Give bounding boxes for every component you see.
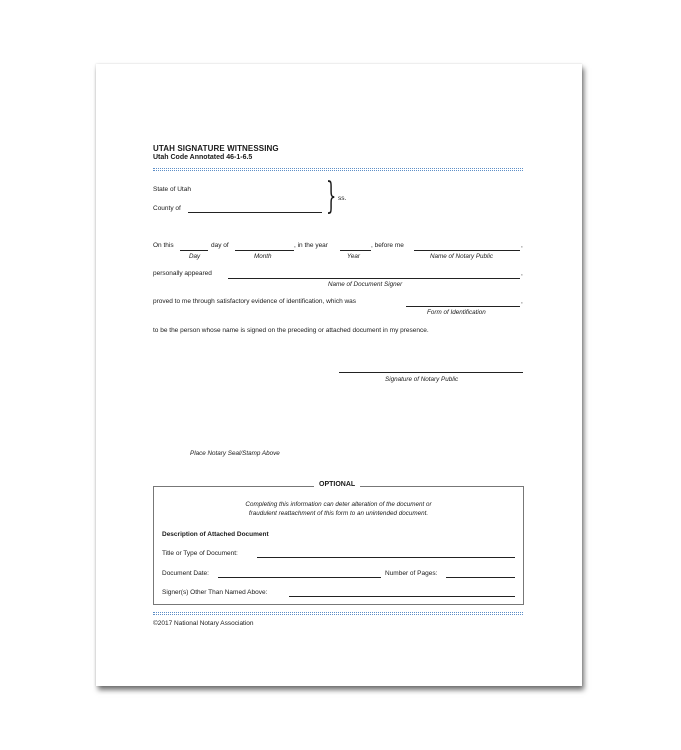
signature-line[interactable] xyxy=(339,372,523,373)
month-line[interactable] xyxy=(235,250,294,251)
form-code: Utah Code Annotated 46-1-6.5 xyxy=(153,154,253,161)
description-heading: Description of Attached Document xyxy=(162,531,269,538)
optional-note-2: fraudulent reattachment of this form to an unintended document. xyxy=(248,510,429,517)
form-id-line[interactable] xyxy=(406,306,520,307)
signer-caption: Name of Document Signer xyxy=(328,281,403,288)
document-page xyxy=(96,64,582,686)
num-pages-line[interactable] xyxy=(446,577,515,578)
day-of-label: day of xyxy=(211,242,229,249)
year-line[interactable] xyxy=(340,250,371,251)
top-divider xyxy=(153,168,523,171)
to-be-statement: to be the person whose name is signed on the preceding or attached document in my presence. xyxy=(153,327,429,334)
doc-date-label: Document Date: xyxy=(162,570,209,577)
notary-name-line[interactable] xyxy=(414,250,520,251)
signature-caption: Signature of Notary Public xyxy=(385,376,459,383)
signer-name-line[interactable] xyxy=(228,278,520,279)
title-type-label: Title or Type of Document: xyxy=(162,550,238,557)
before-me-label: , before me xyxy=(371,242,404,249)
form-title: UTAH SIGNATURE WITNESSING xyxy=(153,144,279,153)
in-the-year-label: , in the year xyxy=(294,242,328,249)
seal-caption: Place Notary Seal/Stamp Above xyxy=(190,450,280,457)
optional-label: OPTIONAL xyxy=(314,481,360,488)
proved-label: proved to me through satisfactory evidence of identification, which was xyxy=(153,298,357,305)
title-type-line[interactable] xyxy=(257,557,515,558)
signers-line[interactable] xyxy=(289,596,515,597)
bottom-divider xyxy=(153,612,523,615)
optional-note-1: Completing this information can deter alteration of the document or xyxy=(245,501,432,508)
venue-brace: } xyxy=(326,176,337,217)
comma-2: , xyxy=(521,270,523,277)
month-caption: Month xyxy=(254,253,272,260)
notary-caption: Name of Notary Public xyxy=(430,253,493,260)
on-this-label: On this xyxy=(153,242,174,249)
num-pages-label: Number of Pages: xyxy=(385,570,438,577)
day-line[interactable] xyxy=(180,250,208,251)
comma-1: , xyxy=(521,242,523,249)
ss-label: ss. xyxy=(338,195,347,202)
state-label: State of Utah xyxy=(153,186,191,193)
comma-3: , xyxy=(521,298,523,305)
doc-date-line[interactable] xyxy=(218,577,381,578)
personally-appeared-label: personally appeared xyxy=(153,270,212,277)
signers-label: Signer(s) Other Than Named Above: xyxy=(162,589,268,596)
copyright: ©2017 National Notary Association xyxy=(153,620,254,627)
form-id-caption: Form of Identification xyxy=(427,309,486,316)
year-caption: Year xyxy=(347,253,360,260)
day-caption: Day xyxy=(189,253,201,260)
county-label: County of xyxy=(153,205,181,212)
county-line[interactable] xyxy=(188,212,322,213)
